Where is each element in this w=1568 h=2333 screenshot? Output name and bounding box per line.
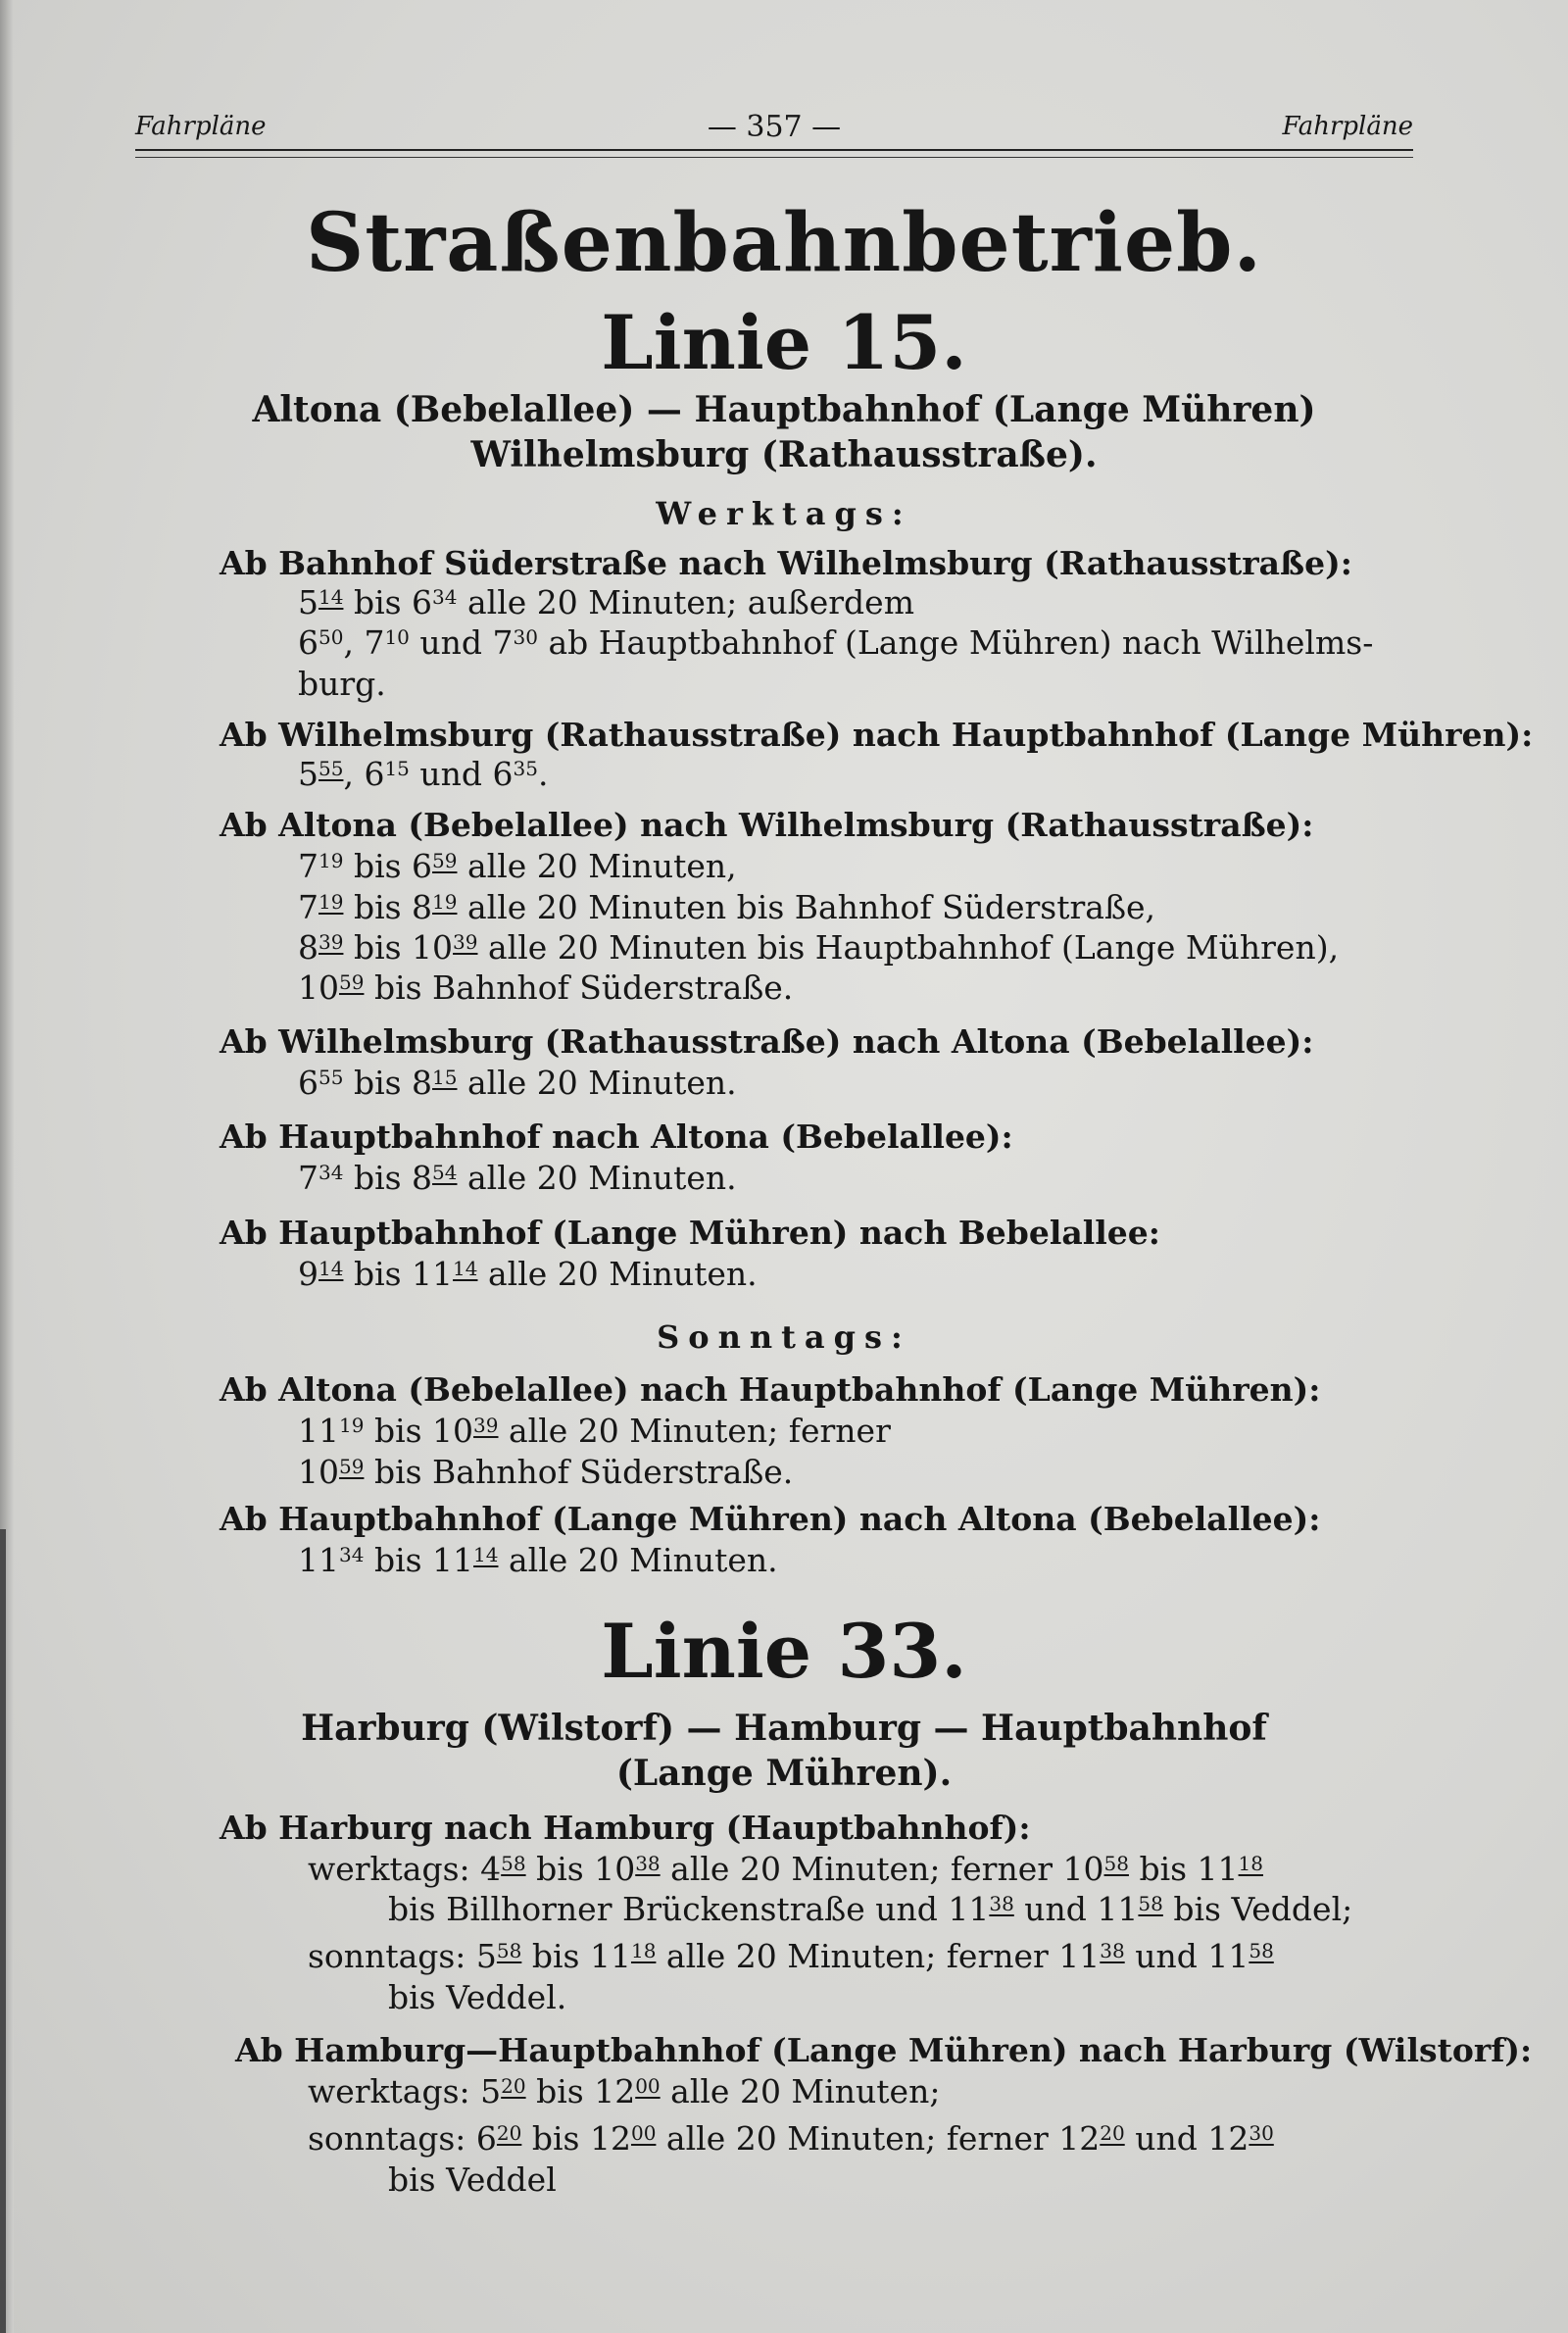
linie-15-title: Linie 15. [601,299,967,386]
header-right: Fahrpläne [1282,112,1413,141]
schedule-line: bis Veddel. [388,1978,567,2016]
schedule-heading: Ab Hauptbahnhof (Lange Mühren) nach Altona (Bebelallee): [220,1500,1321,1538]
page-title: Straßenbahnbetrieb. [305,196,1262,290]
page-number: — 357 — [707,110,842,144]
schedule-line: $8^{39}$ bis $10^{39}$ alle 20 Minuten bis Hauptbahnhof (Lange Mühren), [298,928,1340,967]
schedule-line: $9^{14}$ bis $11^{14}$ alle 20 Minuten. [298,1255,758,1293]
schedule-heading: Ab Harburg nach Hamburg (Hauptbahnhof): [220,1809,1031,1847]
running-header [135,106,1413,153]
schedule-heading: Ab Hamburg—Hauptbahnhof (Lange Mühren) nach Harburg (Wilstorf): [235,2031,1533,2069]
schedule-heading: Ab Altona (Bebelallee) nach Wilhelmsburg (Rathausstraße): [220,806,1314,844]
schedule-line: $7^{19}$ bis $8^{19}$ alle 20 Minuten bis Bahnhof Süderstraße, [298,888,1156,926]
schedule-line: $7^{34}$ bis $8^{54}$ alle 20 Minuten. [298,1159,737,1197]
schedule-line: burg. [298,665,386,703]
header-rule-thin [135,157,1413,158]
header-left: Fahrpläne [135,112,267,141]
linie-33-title: Linie 33. [601,1608,967,1695]
schedule-line: $5^{14}$ bis $6^{34}$ alle 20 Minuten; außerdem [298,583,914,621]
schedule-heading: Ab Wilhelmsburg (Rathausstraße) nach Altona (Bebelallee): [220,1022,1314,1061]
werktags-heading: Werktags: [656,495,912,532]
linie-33-route-2: (Lange Mühren). [615,1753,953,1794]
schedule-heading: Ab Hauptbahnhof (Lange Mühren) nach Bebelallee: [220,1214,1160,1252]
schedule-line: sonntags: $5^{58}$ bis $11^{18}$ alle 20 Minuten; ferner $11^{38}$ und $11^{58}$ [308,1937,1274,1975]
linie-33-route-1: Harburg (Wilstorf) — Hamburg — Hauptbahnhof [301,1708,1267,1749]
schedule-line: $10^{59}$ bis Bahnhof Süderstraße. [298,968,794,1007]
schedule-line: bis Billhorner Brückenstraße und $11^{38}$ und $11^{58}$ bis Veddel; [388,1890,1353,1928]
schedule-line: $6^{50}$, $7^{10}$ und $7^{30}$ ab Hauptbahnhof (Lange Mühren) nach Wilhelms- [298,623,1374,662]
schedule-heading: Ab Bahnhof Süderstraße nach Wilhelmsburg (Rathausstraße): [220,544,1352,582]
schedule-line: werktags: $4^{58}$ bis $10^{38}$ alle 20 Minuten; ferner $10^{58}$ bis $11^{18}$ [308,1850,1263,1888]
linie-15-route-2: Wilhelmsburg (Rathausstraße). [470,434,1098,475]
sonntags-heading: Sonntags: [657,1318,911,1356]
schedule-heading: Ab Wilhelmsburg (Rathausstraße) nach Hauptbahnhof (Lange Mühren): [220,716,1534,754]
schedule-heading: Ab Altona (Bebelallee) nach Hauptbahnhof (Lange Mühren): [220,1370,1321,1409]
schedule-line: $7^{19}$ bis $6^{59}$ alle 20 Minuten, [298,847,737,885]
schedule-line: $11^{34}$ bis $11^{14}$ alle 20 Minuten. [298,1541,778,1579]
schedule-line: werktags: $5^{20}$ bis $12^{00}$ alle 20 Minuten; [308,2072,941,2110]
schedule-line: $11^{19}$ bis $10^{39}$ alle 20 Minuten; ferner [298,1412,891,1450]
schedule-heading: Ab Hauptbahnhof nach Altona (Bebelallee): [220,1117,1013,1156]
linie-15-route-1: Altona (Bebelallee) — Hauptbahnhof (Lange Mühren) [252,389,1316,430]
schedule-line: sonntags: $6^{20}$ bis $12^{00}$ alle 20 Minuten; ferner $12^{20}$ und $12^{30}$ [308,2119,1274,2158]
schedule-line: $5^{55}$, $6^{15}$ und $6^{35}$. [298,755,549,793]
schedule-line: $10^{59}$ bis Bahnhof Süderstraße. [298,1453,794,1491]
schedule-line: bis Veddel [388,2160,557,2199]
schedule-line: $6^{55}$ bis $8^{15}$ alle 20 Minuten. [298,1064,737,1102]
header-rule [135,149,1413,151]
